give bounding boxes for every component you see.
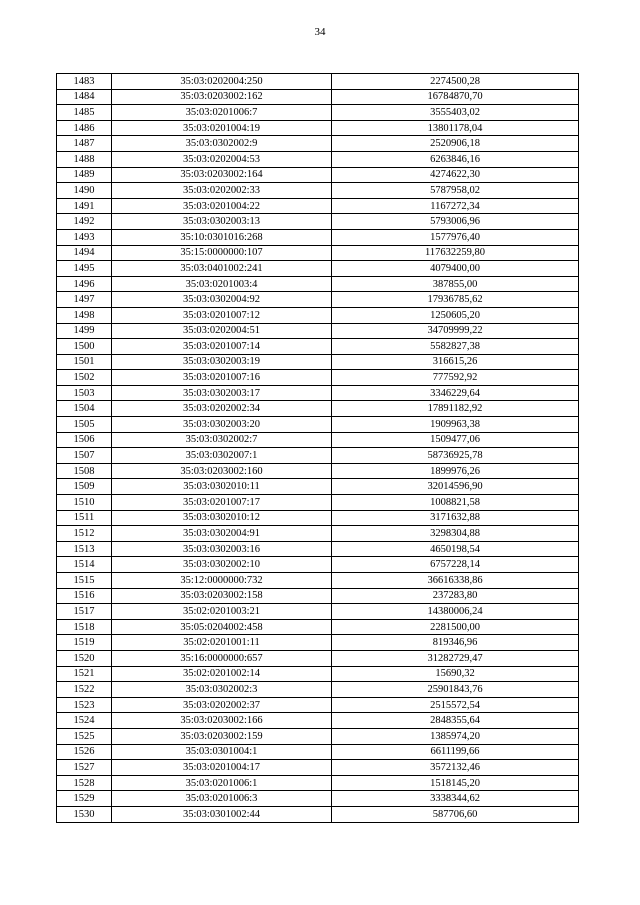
row-number-cell: 1512 bbox=[57, 526, 112, 542]
cadastral-value-cell: 2520906,18 bbox=[332, 136, 579, 152]
cadastral-value-cell: 6757228,14 bbox=[332, 557, 579, 573]
cadastral-value-cell: 5787958,02 bbox=[332, 183, 579, 199]
table-row bbox=[57, 619, 579, 635]
row-number-cell: 1496 bbox=[57, 276, 112, 292]
table-row bbox=[57, 682, 579, 698]
table-row bbox=[57, 307, 579, 323]
table-row bbox=[57, 183, 579, 199]
row-number-cell: 1519 bbox=[57, 635, 112, 651]
row-number-cell: 1517 bbox=[57, 604, 112, 620]
cadastral-value-cell: 3346229,64 bbox=[332, 385, 579, 401]
table-row bbox=[57, 276, 579, 292]
cadastral-value-cell: 2515572,54 bbox=[332, 697, 579, 713]
cadastral-number-cell: 35:03:0401002:241 bbox=[112, 261, 332, 277]
cadastral-value-cell: 2274500,28 bbox=[332, 74, 579, 90]
cadastral-value-cell: 16784870,70 bbox=[332, 89, 579, 105]
table-row bbox=[57, 479, 579, 495]
cadastral-number-cell: 35:03:0202004:51 bbox=[112, 323, 332, 339]
cadastral-number-cell: 35:15:0000000:107 bbox=[112, 245, 332, 261]
table-row bbox=[57, 401, 579, 417]
table-row bbox=[57, 354, 579, 370]
row-number-cell: 1513 bbox=[57, 541, 112, 557]
row-number-cell: 1486 bbox=[57, 120, 112, 136]
table-row bbox=[57, 89, 579, 105]
cadastral-value-cell: 777592,92 bbox=[332, 370, 579, 386]
cadastral-number-cell: 35:12:0000000:732 bbox=[112, 573, 332, 589]
cadastral-number-cell: 35:03:0203002:159 bbox=[112, 728, 332, 744]
cadastral-value-cell: 3338344,62 bbox=[332, 791, 579, 807]
row-number-cell: 1527 bbox=[57, 760, 112, 776]
table-row bbox=[57, 292, 579, 308]
row-number-cell: 1505 bbox=[57, 417, 112, 433]
cadastral-value-cell: 6611199,66 bbox=[332, 744, 579, 760]
row-number-cell: 1529 bbox=[57, 791, 112, 807]
cadastral-number-cell: 35:03:0302003:17 bbox=[112, 385, 332, 401]
cadastral-value-cell: 1509477,06 bbox=[332, 432, 579, 448]
table-row bbox=[57, 370, 579, 386]
table-row bbox=[57, 74, 579, 90]
cadastral-number-cell: 35:03:0302003:19 bbox=[112, 354, 332, 370]
cadastral-value-cell: 3298304,88 bbox=[332, 526, 579, 542]
table-row bbox=[57, 339, 579, 355]
cadastral-value-cell: 32014596,90 bbox=[332, 479, 579, 495]
cadastral-value-cell: 15690,32 bbox=[332, 666, 579, 682]
cadastral-value-cell: 1577976,40 bbox=[332, 229, 579, 245]
row-number-cell: 1483 bbox=[57, 74, 112, 90]
table-row bbox=[57, 697, 579, 713]
table-row bbox=[57, 448, 579, 464]
row-number-cell: 1488 bbox=[57, 151, 112, 167]
cadastral-number-cell: 35:03:0201007:16 bbox=[112, 370, 332, 386]
row-number-cell: 1487 bbox=[57, 136, 112, 152]
cadastral-value-cell: 31282729,47 bbox=[332, 650, 579, 666]
cadastral-value-cell: 1167272,34 bbox=[332, 198, 579, 214]
cadastral-value-cell: 5582827,38 bbox=[332, 339, 579, 355]
row-number-cell: 1491 bbox=[57, 198, 112, 214]
row-number-cell: 1514 bbox=[57, 557, 112, 573]
row-number-cell: 1502 bbox=[57, 370, 112, 386]
cadastral-number-cell: 35:03:0302010:12 bbox=[112, 510, 332, 526]
table-row bbox=[57, 573, 579, 589]
cadastral-number-cell: 35:03:0201006:7 bbox=[112, 105, 332, 121]
cadastral-value-cell: 25901843,76 bbox=[332, 682, 579, 698]
cadastral-number-cell: 35:03:0201007:17 bbox=[112, 495, 332, 511]
cadastral-value-cell: 387855,00 bbox=[332, 276, 579, 292]
cadastral-number-cell: 35:03:0201004:17 bbox=[112, 760, 332, 776]
table-row bbox=[57, 666, 579, 682]
cadastral-value-cell: 316615,26 bbox=[332, 354, 579, 370]
cadastral-number-cell: 35:02:0201001:11 bbox=[112, 635, 332, 651]
cadastral-value-cell: 1909963,38 bbox=[332, 417, 579, 433]
row-number-cell: 1524 bbox=[57, 713, 112, 729]
cadastral-value-table bbox=[56, 73, 579, 823]
table-row bbox=[57, 760, 579, 776]
cadastral-number-cell: 35:03:0201003:4 bbox=[112, 276, 332, 292]
table-row bbox=[57, 604, 579, 620]
cadastral-number-cell: 35:16:0000000:657 bbox=[112, 650, 332, 666]
cadastral-value-cell: 237283,80 bbox=[332, 588, 579, 604]
table-row bbox=[57, 557, 579, 573]
row-number-cell: 1489 bbox=[57, 167, 112, 183]
table-row bbox=[57, 214, 579, 230]
row-number-cell: 1493 bbox=[57, 229, 112, 245]
row-number-cell: 1509 bbox=[57, 479, 112, 495]
table-row bbox=[57, 151, 579, 167]
cadastral-number-cell: 35:03:0302002:3 bbox=[112, 682, 332, 698]
row-number-cell: 1500 bbox=[57, 339, 112, 355]
cadastral-number-cell: 35:03:0201006:1 bbox=[112, 775, 332, 791]
cadastral-number-cell: 35:03:0302002:10 bbox=[112, 557, 332, 573]
row-number-cell: 1499 bbox=[57, 323, 112, 339]
row-number-cell: 1521 bbox=[57, 666, 112, 682]
row-number-cell: 1498 bbox=[57, 307, 112, 323]
table-row bbox=[57, 120, 579, 136]
table-row bbox=[57, 385, 579, 401]
page-number: 34 bbox=[314, 26, 326, 38]
cadastral-value-cell: 4274622,30 bbox=[332, 167, 579, 183]
cadastral-number-cell: 35:03:0302003:20 bbox=[112, 417, 332, 433]
table-row bbox=[57, 526, 579, 542]
cadastral-value-cell: 34709999,22 bbox=[332, 323, 579, 339]
table-row bbox=[57, 245, 579, 261]
table-row bbox=[57, 261, 579, 277]
cadastral-number-cell: 35:03:0302007:1 bbox=[112, 448, 332, 464]
cadastral-number-cell: 35:03:0202002:33 bbox=[112, 183, 332, 199]
cadastral-number-cell: 35:03:0302004:92 bbox=[112, 292, 332, 308]
table-row bbox=[57, 744, 579, 760]
cadastral-value-cell: 3572132,46 bbox=[332, 760, 579, 776]
row-number-cell: 1506 bbox=[57, 432, 112, 448]
row-number-cell: 1494 bbox=[57, 245, 112, 261]
cadastral-value-cell: 4079400,00 bbox=[332, 261, 579, 277]
table-row bbox=[57, 198, 579, 214]
row-number-cell: 1526 bbox=[57, 744, 112, 760]
row-number-cell: 1492 bbox=[57, 214, 112, 230]
cadastral-number-cell: 35:03:0203002:164 bbox=[112, 167, 332, 183]
cadastral-number-cell: 35:10:0301016:268 bbox=[112, 229, 332, 245]
row-number-cell: 1516 bbox=[57, 588, 112, 604]
cadastral-number-cell: 35:03:0302002:9 bbox=[112, 136, 332, 152]
cadastral-value-cell: 1518145,20 bbox=[332, 775, 579, 791]
cadastral-number-cell: 35:03:0201007:12 bbox=[112, 307, 332, 323]
cadastral-number-cell: 35:05:0204002:458 bbox=[112, 619, 332, 635]
table-row bbox=[57, 510, 579, 526]
cadastral-number-cell: 35:03:0201006:3 bbox=[112, 791, 332, 807]
row-number-cell: 1485 bbox=[57, 105, 112, 121]
row-number-cell: 1520 bbox=[57, 650, 112, 666]
table-row bbox=[57, 323, 579, 339]
table-row bbox=[57, 806, 579, 822]
cadastral-value-cell: 587706,60 bbox=[332, 806, 579, 822]
cadastral-number-cell: 35:03:0203002:166 bbox=[112, 713, 332, 729]
table-row bbox=[57, 791, 579, 807]
cadastral-number-cell: 35:03:0203002:158 bbox=[112, 588, 332, 604]
row-number-cell: 1510 bbox=[57, 495, 112, 511]
cadastral-value-cell: 117632259,80 bbox=[332, 245, 579, 261]
cadastral-number-cell: 35:03:0202004:53 bbox=[112, 151, 332, 167]
table-body bbox=[57, 74, 579, 823]
cadastral-value-cell: 2281500,00 bbox=[332, 619, 579, 635]
cadastral-number-cell: 35:03:0202004:250 bbox=[112, 74, 332, 90]
table-row bbox=[57, 728, 579, 744]
row-number-cell: 1528 bbox=[57, 775, 112, 791]
cadastral-number-cell: 35:03:0302002:7 bbox=[112, 432, 332, 448]
row-number-cell: 1523 bbox=[57, 697, 112, 713]
table-row bbox=[57, 463, 579, 479]
cadastral-value-cell: 1250605,20 bbox=[332, 307, 579, 323]
row-number-cell: 1503 bbox=[57, 385, 112, 401]
table-row bbox=[57, 541, 579, 557]
cadastral-value-cell: 3555403,02 bbox=[332, 105, 579, 121]
row-number-cell: 1511 bbox=[57, 510, 112, 526]
row-number-cell: 1530 bbox=[57, 806, 112, 822]
cadastral-value-cell: 1385974,20 bbox=[332, 728, 579, 744]
table-row bbox=[57, 167, 579, 183]
cadastral-number-cell: 35:03:0203002:162 bbox=[112, 89, 332, 105]
row-number-cell: 1490 bbox=[57, 183, 112, 199]
cadastral-value-cell: 1899976,26 bbox=[332, 463, 579, 479]
row-number-cell: 1484 bbox=[57, 89, 112, 105]
cadastral-value-cell: 13801178,04 bbox=[332, 120, 579, 136]
cadastral-number-cell: 35:03:0302003:13 bbox=[112, 214, 332, 230]
table-row bbox=[57, 713, 579, 729]
cadastral-number-cell: 35:03:0202002:37 bbox=[112, 697, 332, 713]
table-row bbox=[57, 588, 579, 604]
cadastral-value-cell: 58736925,78 bbox=[332, 448, 579, 464]
row-number-cell: 1522 bbox=[57, 682, 112, 698]
row-number-cell: 1495 bbox=[57, 261, 112, 277]
cadastral-number-cell: 35:03:0302003:16 bbox=[112, 541, 332, 557]
cadastral-number-cell: 35:03:0301004:1 bbox=[112, 744, 332, 760]
row-number-cell: 1515 bbox=[57, 573, 112, 589]
cadastral-value-cell: 36616338,86 bbox=[332, 573, 579, 589]
cadastral-number-cell: 35:03:0302010:11 bbox=[112, 479, 332, 495]
cadastral-number-cell: 35:03:0201007:14 bbox=[112, 339, 332, 355]
table-row bbox=[57, 650, 579, 666]
cadastral-value-cell: 5793006,96 bbox=[332, 214, 579, 230]
row-number-cell: 1497 bbox=[57, 292, 112, 308]
cadastral-value-cell: 17891182,92 bbox=[332, 401, 579, 417]
cadastral-number-cell: 35:03:0202002:34 bbox=[112, 401, 332, 417]
cadastral-value-cell: 17936785,62 bbox=[332, 292, 579, 308]
table-row bbox=[57, 775, 579, 791]
table-row bbox=[57, 495, 579, 511]
cadastral-value-cell: 3171632,88 bbox=[332, 510, 579, 526]
table-row bbox=[57, 105, 579, 121]
cadastral-value-cell: 1008821,58 bbox=[332, 495, 579, 511]
row-number-cell: 1525 bbox=[57, 728, 112, 744]
cadastral-number-cell: 35:03:0302004:91 bbox=[112, 526, 332, 542]
row-number-cell: 1518 bbox=[57, 619, 112, 635]
cadastral-value-cell: 819346,96 bbox=[332, 635, 579, 651]
cadastral-value-cell: 4650198,54 bbox=[332, 541, 579, 557]
cadastral-number-cell: 35:03:0203002:160 bbox=[112, 463, 332, 479]
cadastral-number-cell: 35:02:0201003:21 bbox=[112, 604, 332, 620]
table-row bbox=[57, 432, 579, 448]
cadastral-number-cell: 35:02:0201002:14 bbox=[112, 666, 332, 682]
cadastral-value-cell: 2848355,64 bbox=[332, 713, 579, 729]
cadastral-number-cell: 35:03:0201004:19 bbox=[112, 120, 332, 136]
cadastral-number-cell: 35:03:0301002:44 bbox=[112, 806, 332, 822]
row-number-cell: 1507 bbox=[57, 448, 112, 464]
row-number-cell: 1504 bbox=[57, 401, 112, 417]
cadastral-number-cell: 35:03:0201004:22 bbox=[112, 198, 332, 214]
table-row bbox=[57, 417, 579, 433]
table-row bbox=[57, 229, 579, 245]
table-row bbox=[57, 136, 579, 152]
cadastral-value-cell: 6263846,16 bbox=[332, 151, 579, 167]
cadastral-value-cell: 14380006,24 bbox=[332, 604, 579, 620]
table-row bbox=[57, 635, 579, 651]
row-number-cell: 1501 bbox=[57, 354, 112, 370]
row-number-cell: 1508 bbox=[57, 463, 112, 479]
